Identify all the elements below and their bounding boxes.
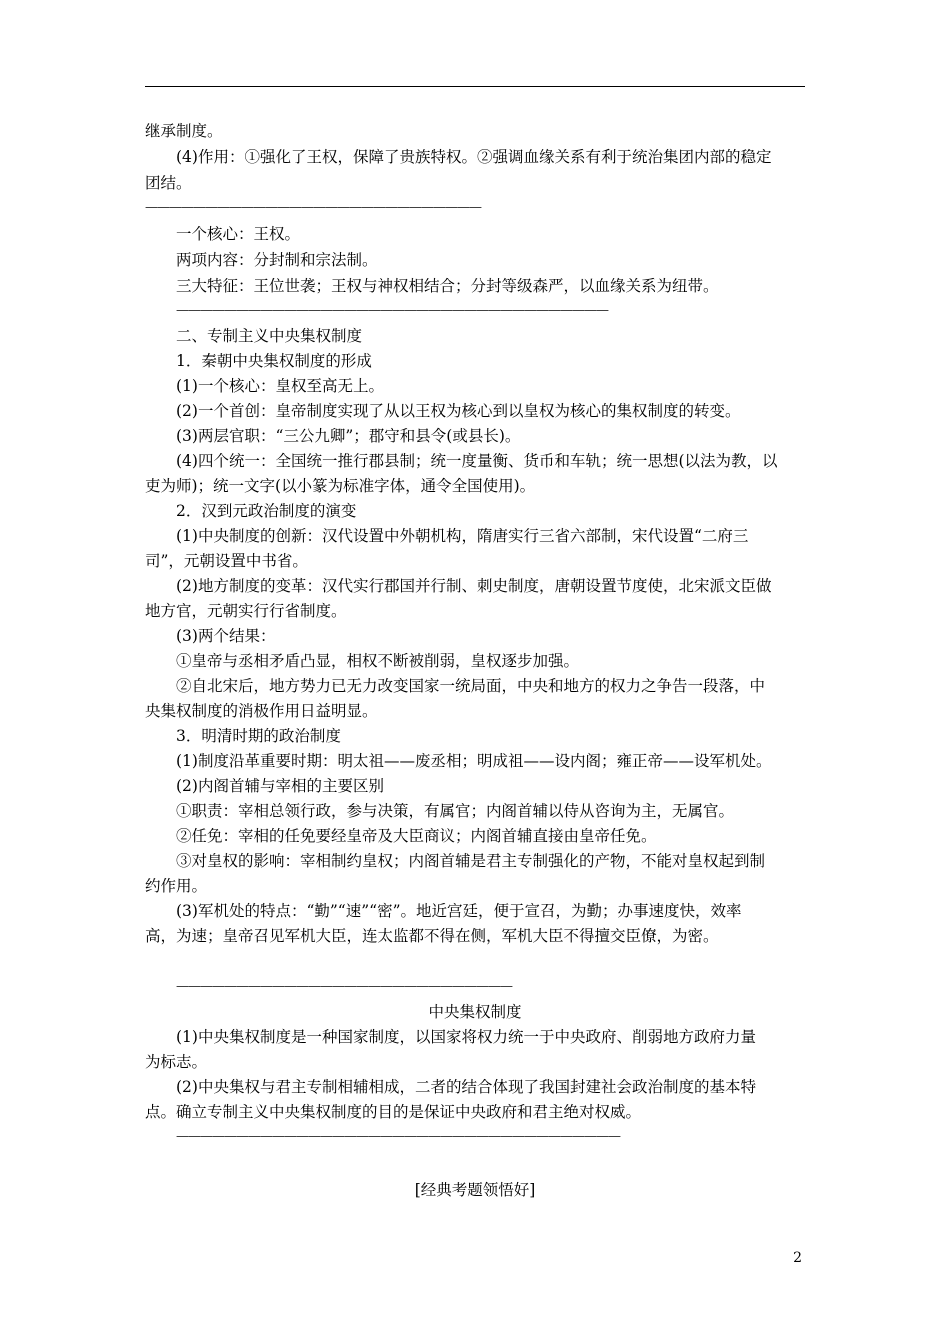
text-line: 央集权制度的消极作用日益明显。 xyxy=(145,702,378,720)
text-line: (1)中央集权制度是一种国家制度，以国家将权力统一于中央政府、削弱地方政府力量 xyxy=(176,1028,756,1046)
text-line: 约作用。 xyxy=(145,877,208,895)
text-line: ①职责：宰相总领行政，参与决策，有属官；内阁首辅以侍从咨询为主，无属官。 xyxy=(176,802,735,820)
section-heading: 二、专制主义中央集权制度 xyxy=(176,327,363,345)
separator-line: ———————————————————————————— xyxy=(145,201,481,215)
section-title: [经典考题领悟好] xyxy=(414,1181,536,1199)
subsection-heading: 1．秦朝中央集权制度的形成 xyxy=(176,352,372,370)
text-line: 三大特征：王位世袭；王权与神权相结合；分封等级森严，以血缘关系为纽带。 xyxy=(176,277,719,295)
header-rule xyxy=(145,86,805,87)
text-line: 继承制度。 xyxy=(145,122,223,140)
text-line: (3)军机处的特点：“勤”“速”“密”。地近宫廷，便于宣召，为勤；办事速度快，效率 xyxy=(176,902,742,920)
text-line: ②任免：宰相的任免要经皇帝及大臣商议；内阁首辅直接由皇帝任免。 xyxy=(176,827,657,845)
text-line: (4)四个统一：全国统一推行郡县制；统一度量衡、货币和车轨；统一思想(以法为教，以 xyxy=(176,452,778,470)
text-line: 一个核心：王权。 xyxy=(176,225,301,243)
page-number: 2 xyxy=(793,1250,802,1266)
text-line: 点。确立专制主义中央集权制度的目的是保证中央政府和君主绝对权威。 xyxy=(145,1103,642,1121)
text-line: (2)地方制度的变革：汉代实行郡国并行制、刺史制度，唐朝设置节度使，北宋派文臣做 xyxy=(176,577,772,595)
text-line: 团结。 xyxy=(145,174,192,192)
separator-line: ———————————————————————————————————— xyxy=(176,304,608,318)
text-line: 两项内容：分封制和宗法制。 xyxy=(176,251,378,269)
text-line: (2)内阁首辅与宰相的主要区别 xyxy=(176,777,384,795)
box-title: 中央集权制度 xyxy=(428,1003,522,1021)
text-line: 吏为师)；统一文字(以小篆为标准字体，通令全国使用)。 xyxy=(145,477,536,495)
text-line: ②自北宋后，地方势力已无力改变国家一统局面，中央和地方的权力之争告一段落，中 xyxy=(176,677,766,695)
text-line: (1)一个核心：皇权至高无上。 xyxy=(176,377,384,395)
subsection-heading: 3．明清时期的政治制度 xyxy=(176,727,341,745)
text-line: (2)一个首创：皇帝制度实现了从以王权为核心到以皇权为核心的集权制度的转变。 xyxy=(176,402,741,420)
text-line: 地方官，元朝实行行省制度。 xyxy=(145,602,347,620)
separator-line: ————————————————————————————————————— xyxy=(176,1130,620,1144)
text-line: 司”，元朝设置中书省。 xyxy=(145,552,308,570)
text-line: (2)中央集权与君主专制相辅相成，二者的结合体现了我国封建社会政治制度的基本特 xyxy=(176,1078,756,1096)
subsection-heading: 2．汉到元政治制度的演变 xyxy=(176,502,357,520)
text-line: (1)中央制度的创新：汉代设置中外朝机构，隋唐实行三省六部制，宋代设置“二府三 xyxy=(176,527,749,545)
text-line: 为标志。 xyxy=(145,1053,208,1071)
text-line: 高，为速；皇帝召见军机大臣，连太监都不得在侧，军机大臣不得擅交臣僚，为密。 xyxy=(145,927,719,945)
text-line: ③对皇权的影响：宰相制约皇权；内阁首辅是君主专制强化的产物，不能对皇权起到制 xyxy=(176,852,766,870)
text-line: ①皇帝与丞相矛盾凸显，相权不断被削弱，皇权逐步加强。 xyxy=(176,652,580,670)
text-line: (1)制度沿革重要时期：明太祖——废丞相；明成祖——设内阁；雍正帝——设军机处。 xyxy=(176,752,772,770)
text-line: (3)两层官职：“三公九卿”；郡守和县令(或县长)。 xyxy=(176,427,521,445)
text-line: (3)两个结果： xyxy=(176,627,276,645)
text-line: (4)作用：①强化了王权，保障了贵族特权。②强调血缘关系有利于统治集团内部的稳定 xyxy=(176,148,772,166)
separator-line: ———————————————————————————— xyxy=(176,980,512,994)
